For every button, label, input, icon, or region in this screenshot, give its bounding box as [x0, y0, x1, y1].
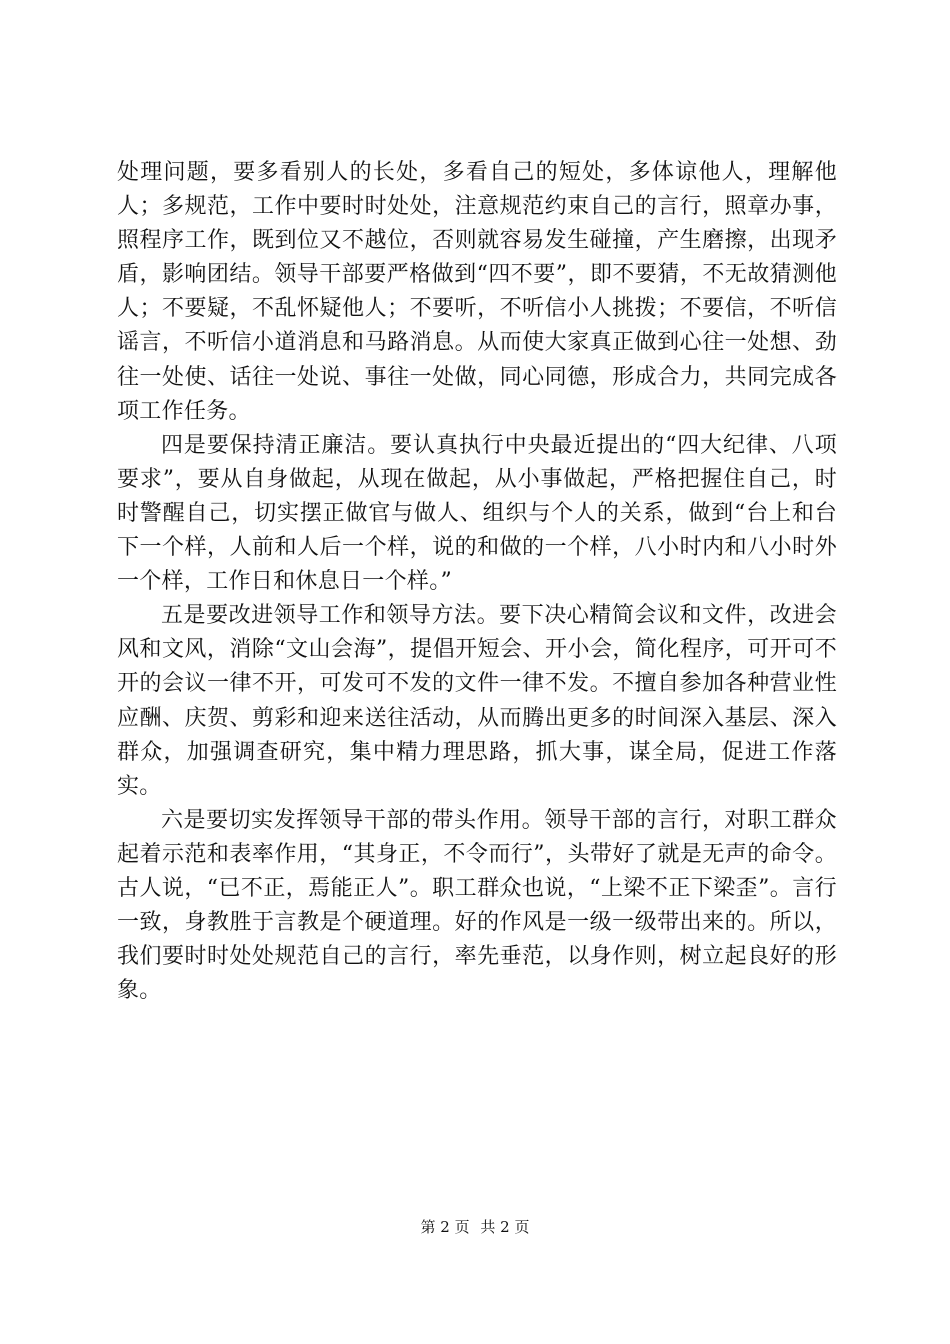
- paragraph-continued: 处理问题，要多看别人的长处，多看自己的短处，多体谅他人，理解他人；多规范，工作中要时时处处，注意规范约束自己的言行，照章办事，照程序工作，既到位又不越位，否则就容易发生碰撞，产生磨擦，出现矛盾，影响团结。领导干部要严格做到“四不要”，即不要猜，不无故猜测他人；不要疑，不乱怀疑他人；不要听，不听信小人挑拨；不要信，不听信谣言，不听信小道消息和马路消息。从而使大家真正做到心往一处想、劲往一处使、话往一处说、事往一处做，同心同德，形成合力，共同完成各项工作任务。: [117, 160, 837, 424]
- page-number: 第 2 页: [420, 1218, 470, 1236]
- document-body: [117, 156, 837, 1008]
- paragraph-leading-role: 六是要切实发挥领导干部的带头作用。领导干部的言行，对职工群众起着示范和表率作用，“其身正，不令而行”，头带好了就是无声的命令。古人说，“已不正，焉能正人”。职工群众也说，“上梁不正下梁歪”。言行一致，身教胜于言教是个硬道理。好的作风是一级一级带出来的。所以，我们要时时处处规范自己的言行，率先垂范，以身作则，树立起良好的形象。: [117, 807, 837, 1004]
- paragraph-integrity: 四是要保持清正廉洁。要认真执行中央最近提出的“四大纪律、八项要求”，要从自身做起，从现在做起，从小事做起，严格把握住自己，时时警醒自己，切实摆正做官与做人、组织与个人的关系，做到“台上和台下一个样，人前和人后一个样，说的和做的一个样，八小时内和八小时外一个样，工作日和休息日一个样。”: [117, 432, 837, 595]
- page-footer: [0, 1217, 950, 1237]
- paragraph-leadership-methods: 五是要改进领导工作和领导方法。要下决心精简会议和文件，改进会风和文风，消除“文山会海”，提倡开短会、开小会，简化程序，可开可不开的会议一律不开，可发可不发的文件一律不发。不擅自参加各种营业性应酬、庆贺、剪彩和迎来送往活动，从而腾出更多的时间深入基层、深入群众，加强调查研究，集中精力理思路，抓大事，谋全局，促进工作落实。: [117, 603, 837, 799]
- page-total: 共 2 页: [480, 1218, 530, 1236]
